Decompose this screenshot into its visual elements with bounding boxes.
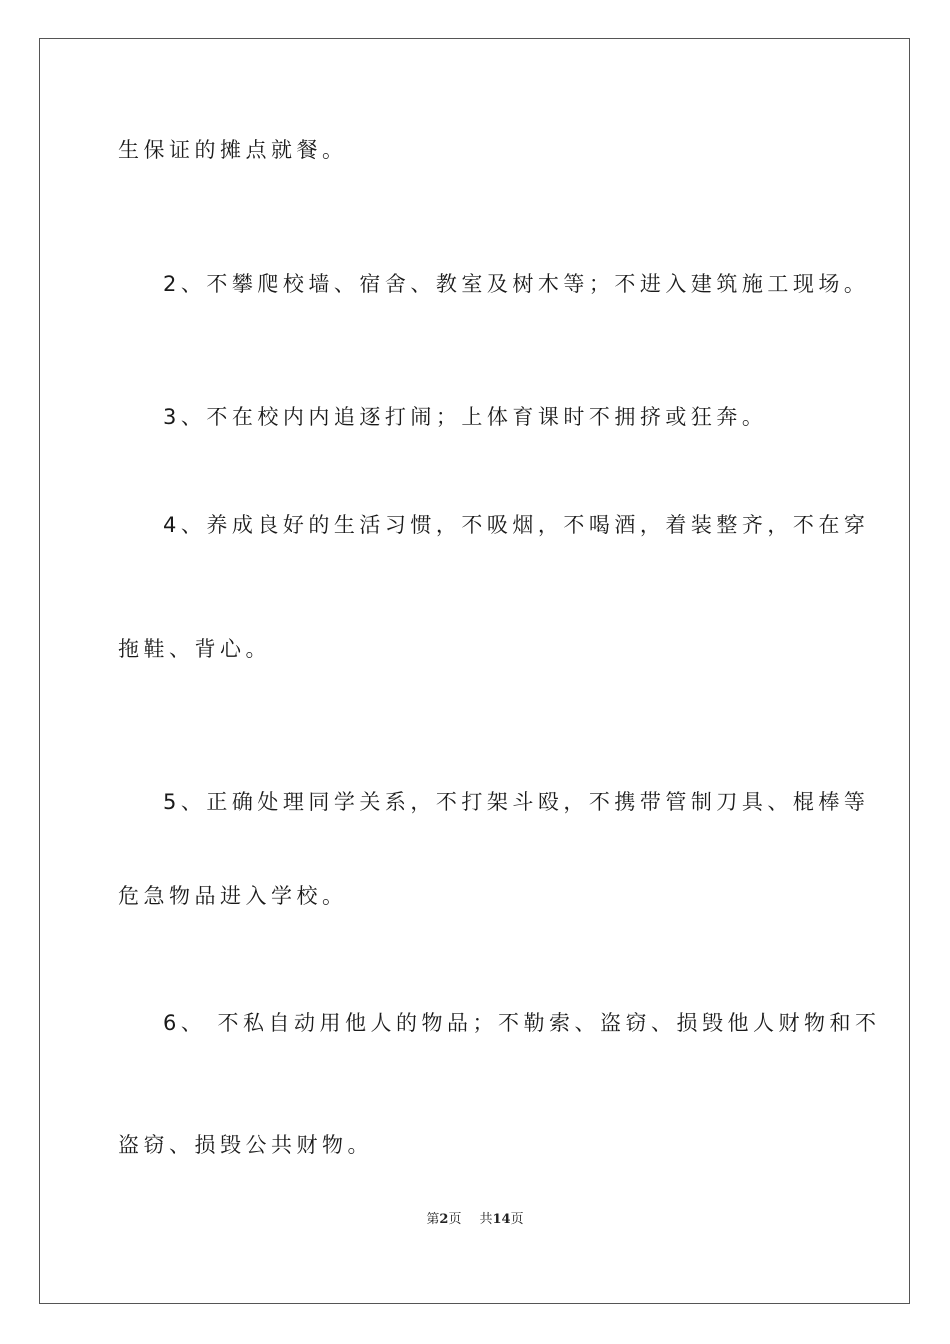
text-line-7: 危急物品进入学校。 — [118, 884, 348, 908]
text-line-2: 2、不攀爬校墙、宿舍、教室及树木等；不进入建筑施工现场。 — [163, 272, 870, 296]
text-line-5: 拖鞋、背心。 — [118, 637, 271, 661]
footer-page-number: 2 — [439, 1212, 449, 1227]
text-line-8: 6、 不私自动用他人的物品；不勒索、盗窃、损毁他人财物和不 — [163, 1011, 881, 1035]
footer-total-prefix: 共 — [479, 1212, 493, 1227]
footer-page-suffix: 页 — [448, 1212, 462, 1227]
text-line-3: 3、不在校内内追逐打闹；上体育课时不拥挤或狂奔。 — [163, 405, 768, 429]
footer-total-pages: 14 — [492, 1212, 511, 1227]
footer-total-suffix: 页 — [510, 1212, 524, 1227]
text-line-1: 生保证的摊点就餐。 — [118, 138, 348, 162]
page-footer — [0, 1208, 950, 1227]
text-line-6: 5、正确处理同学关系，不打架斗殴，不携带管制刀具、棍棒等 — [163, 790, 870, 814]
text-line-4: 4、养成良好的生活习惯，不吸烟，不喝酒，着装整齐，不在穿 — [163, 513, 870, 537]
footer-page-prefix: 第 — [426, 1212, 440, 1227]
page-frame — [39, 38, 910, 1304]
text-line-9: 盗窃、损毁公共财物。 — [118, 1133, 373, 1157]
